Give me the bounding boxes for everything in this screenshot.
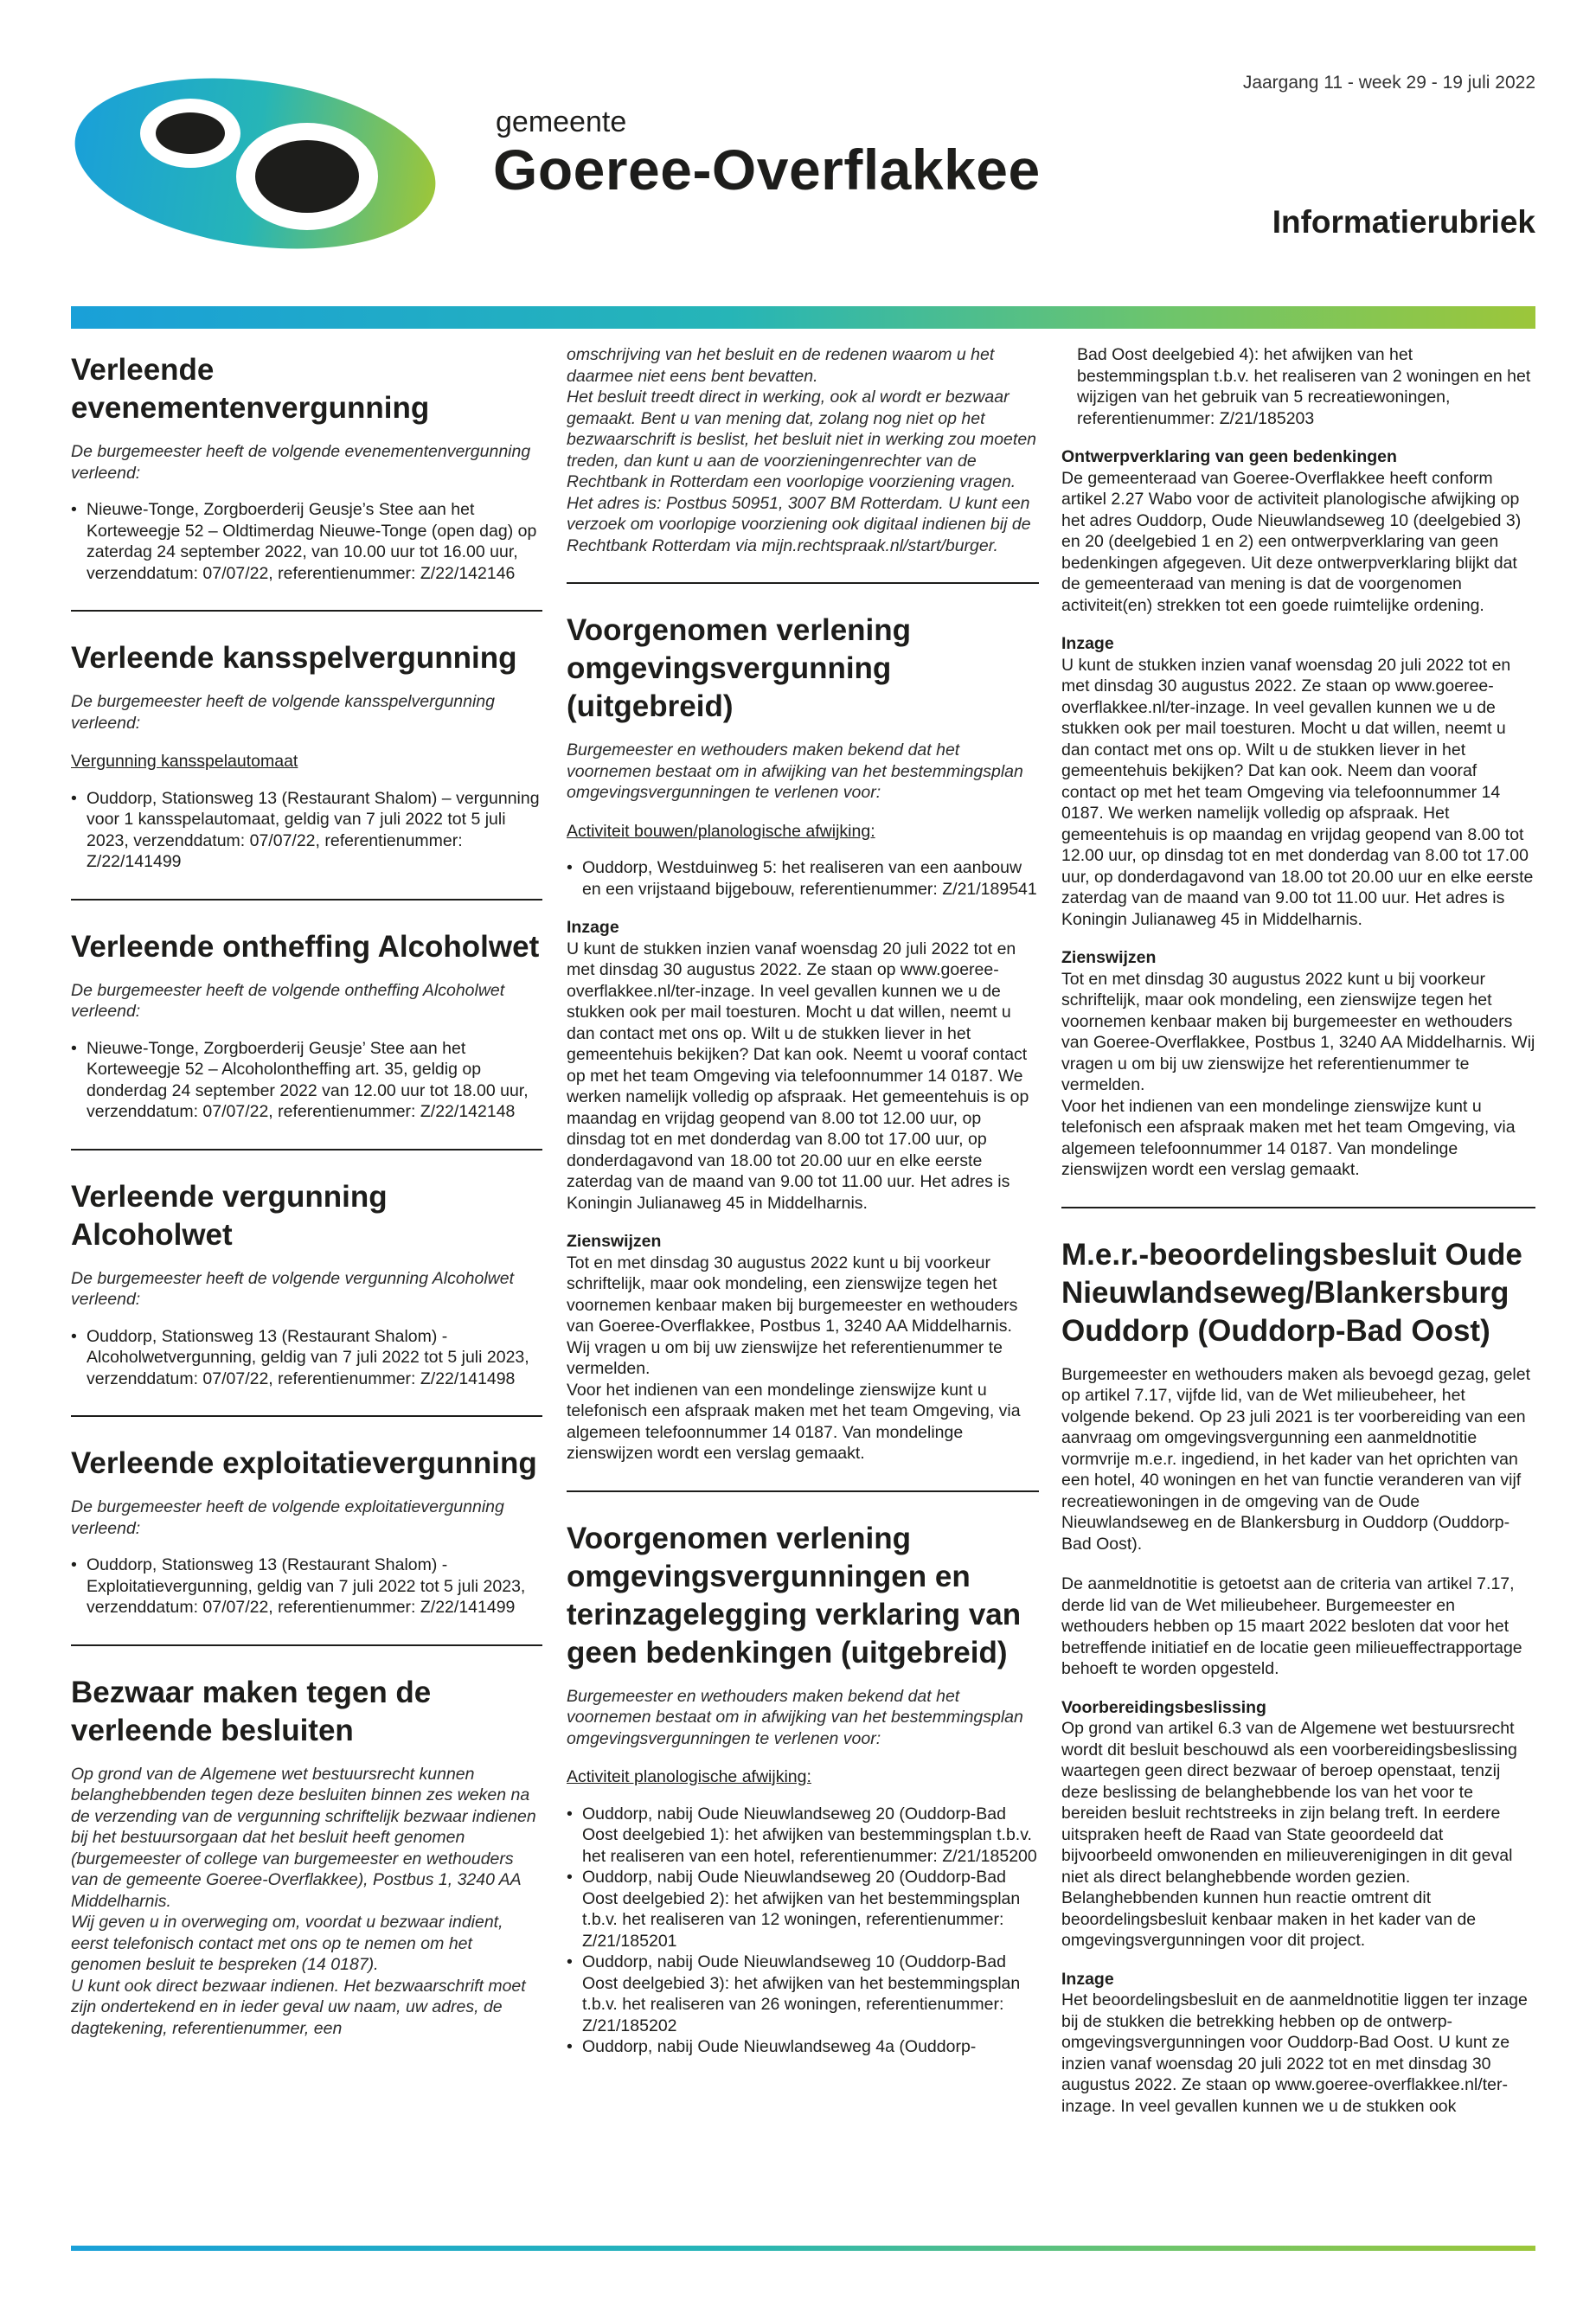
section-kansspelvergunning [71,639,542,901]
section-mer-beoordelingsbesluit [1061,1236,1535,2144]
section-evenementenvergunning [71,351,542,612]
list-item: • Ouddorp, nabij Oude Nieuwlandseweg 20 (Ouddorp-Bad Oost deelgebied 2): het afwijken van het bestemmingsplan t.b.v. het realiseren van 12 woningen, referentienummer: Z/21/185201 [567,1867,1039,1952]
list-item: • Ouddorp, Stationsweg 13 (Restaurant Shalom) - Exploitatievergunning, geldig van 7 juli 2022 tot 5 juli 2023, verzenddatum: 07/07/22, referentienummer: Z/22/141499 [71,1554,542,1618]
footer-line [71,2246,1535,2251]
section-exploitatievergunning [71,1445,542,1646]
permit-list [567,1804,1039,2058]
list-item: • Ouddorp, Stationsweg 13 (Restaurant Shalom) - Alcoholwetvergunning, geldig van 7 juli 2022 tot 5 juli 2023, verzenddatum: 07/07/22, referentienummer: Z/22/141498 [71,1326,542,1390]
column-3 [1061,344,1535,2249]
subheading-inzage: Inzage [567,918,619,937]
section-bezwaar-continued [567,344,1039,584]
permit-list [71,499,542,584]
paragraph: De gemeenteraad van Goeree-Overflakkee heeft conform artikel 2.27 Wabo voor de activiteit planologische afwijking op het adres Ouddorp, Oude Nieuwlandseweg 10 (deelgebied 3) en 20 (deelgebied 1 en 2) een ontwerpverklaring van geen bedenkingen afgegeven. Uit deze ontwerpverklaring blijkt dat de gemeenteraad van mening is dat de voorgenomen activiteit(en) strekken tot een goede ruimtelijke ordening. [1061,468,1522,615]
section-vvgb-continued [1061,344,1535,1208]
paragraph: omschrijving van het besluit en de redenen waarom u het daarmee niet eens bent bevatten. [567,345,995,386]
subheading-inzage: Inzage [1061,1969,1114,1989]
list-item: • Nieuwe-Tonge, Zorgboerderij Geusje’s Stee aan het Korteweegje 52 – Oldtimerdag Nieuwe-Tonge (open dag) op zaterdag 24 september 2022, van 10.00 uur tot 16.00 uur, verzenddatum: 07/07/22, referentienummer: Z/22/142146 [71,499,542,584]
list-item-continued: Bad Oost deelgebied 4): het afwijken van het bestemmingsplan t.b.v. het realiseren van 2 woningen en het wijzigen van het gebruik van 5 recreatiewoningen, referentienummer: Z/21/185203 [1077,345,1531,428]
paragraph: U kunt de stukken inzien vanaf woensdag 20 juli 2022 tot en met dinsdag 30 augustus 2022. Ze staan op www.goeree-overflakkee.nl/ter-inzage. In veel gevallen kunnen we u de stukken ook per mail toesturen. Mocht u dat willen, neemt u dan contact met ons op. Wilt u de stukken liever in het gemeentehuis bekijken? Dat kan ook. Neem dan vooraf contact op met het team Omgeving via telefoonnummer 14 0187. We werken namelijk volledig op afspraak. Het gemeentehuis is op maandag en vrijdag geopend van 8.00 tot 12.00 uur, op dinsdag tot en met donderdag van 8.00 tot 17.00 uur, op donderdagavond van 18.00 tot 20.00 uur en elke eerste zaterdag van de maand van 9.00 tot 11.00 uur. Het adres is Koningin Julianaweg 45 in Middelharnis. [1061,655,1534,929]
list-item: • Nieuwe-Tonge, Zorgboerderij Geusje’ Stee aan het Korteweegje 52 – Alcoholontheffing art. 35, geldig op donderdag 24 september 2022 van 12.00 uur tot 18.00 uur, verzenddatum: 07/07/22, referentienummer: Z/22/142148 [71,1038,542,1123]
section-title: Verleende ontheffing Alcoholwet [71,929,540,964]
section-title: Verleende kansspelvergunning [71,641,517,675]
paragraph: Voor het indienen van een mondelinge zienswijze kunt u telefonisch een afspraak maken met het team Omgeving, via algemeen telefoonnummer 14 0187. Van mondelinge zienswijzen wordt een verslag gemaakt. [1061,1096,1516,1179]
subheading-ontwerpverklaring: Ontwerpverklaring van geen bedenkingen [1061,447,1397,466]
section-title: Bezwaar maken tegen de verleende besluiten [71,1675,432,1747]
section-intro: De burgemeester heeft de volgende evenementenvergunning verleend: [71,442,531,483]
rubric-title: Informatierubriek [1272,204,1535,240]
column-1 [71,344,542,2249]
list-item: • Ouddorp, nabij Oude Nieuwlandseweg 4a (Ouddorp- [567,2036,1039,2058]
subheading-inzage: Inzage [1061,634,1114,653]
paragraph: Voor het indienen van een mondelinge zienswijze kunt u telefonisch een afspraak maken met het team Omgeving, via algemeen telefoonnummer 14 0187. Van mondelinge zienswijzen wordt een verslag gemaakt. [567,1380,1021,1463]
column-2 [567,344,1039,2249]
paragraph: De aanmeldnotitie is getoetst aan de criteria van artikel 7.17, derde lid van de Wet milieubeheer. Burgemeester en wethouders hebben op 15 maart 2022 besloten dat voor het betreffende initiatief en de locatie geen milieueffectrapportage behoeft te worden opgesteld. [1061,1574,1522,1678]
section-intro: De burgemeester heeft de volgende exploitatievergunning verleend: [71,1497,504,1538]
paragraph: Het beoordelingsbesluit en de aanmeldnotitie liggen ter inzage bij de stukken die betrekking hebben op de ontwerp-omgevingsvergunningen voor Ouddorp-Bad Oost. U kunt ze inzien vanaf woensdag 20 juli 2022 tot en met dinsdag 30 augustus 2022. Ze staan op www.goeree-overflakkee.nl/ter-inzage. In veel gevallen kunnen we u de stukken ook [1061,1990,1528,2116]
section-intro: De burgemeester heeft de volgende ontheffing Alcoholwet verleend: [71,980,505,1021]
paragraph: Tot en met dinsdag 30 augustus 2022 kunt u bij voorkeur schriftelijk, maar ook mondeling, een zienswijze tegen het voornemen kenbaar maken bij burgemeester en wethouders van Goeree-Overflakkee, Postbus 1, 3240 AA Middelharnis. Wij vragen u om bij uw zienswijze het referentienummer te vermelden. [567,1253,1018,1378]
section-title: Voorgenomen verlening omgevingsvergunning (uitgebreid) [567,613,912,723]
section-intro: Burgemeester en wethouders maken bekend dat het voornemen bestaat om in afwijking van het bestemmingsplan omgevingsvergunningen te verlenen voor: [567,1686,1023,1748]
section-title: Verleende exploitatievergunning [71,1446,537,1480]
permit-list [567,857,1039,900]
paragraph: Op grond van de Algemene wet bestuursrecht kunnen belanghebbenden tegen deze besluiten binnen zes weken na de verzending van de vergunning schriftelijk bezwaar indienen bij het bestuursorgaan dat het besluit heeft genomen (burgemeester of college van burgemeester en wethouders van de gemeente Goeree-Overflakkee), Postbus 1, 3240 AA Middelharnis. [71,1764,536,1911]
paragraph: Het besluit treedt direct in werking, ook al wordt er bezwaar gemaakt. Bent u van mening dat, zolang nog niet op het bezwaarschrift is beslist, het besluit niet in werking zou moeten treden, dan kunt u aan de voorzieningenrechter van de Rechtbank in Rotterdam een voorlopige voorziening vragen. Het adres is: Postbus 50951, 3007 BM Rotterdam. U kunt een verzoek om voorlopige voorziening ook digitaal indienen bij de Rechtbank Rotterdam via mijn.rechtspraak.nl/start/burger. [567,388,1037,555]
list-item: • Ouddorp, nabij Oude Nieuwlandseweg 10 (Ouddorp-Bad Oost deelgebied 3): het afwijken van het bestemmingsplan t.b.v. het realiseren van 26 woningen, referentienummer: Z/21/185202 [567,1952,1039,2036]
permit-list [71,1554,542,1618]
paragraph: U kunt de stukken inzien vanaf woensdag 20 juli 2022 tot en met dinsdag 30 augustus 2022. Ze staan op www.goeree-overflakkee.nl/ter-inzage. In veel gevallen kunnen we u de stukken ook per mail toesturen. Mocht u dat willen, neemt u dan contact met ons op. Wilt u de stukken liever in het gemeentehuis bekijken? Dat kan ook. Neemt u vooraf contact op met het team Omgeving via telefoonnummer 14 0187. We werken namelijk volledig op afspraak. Het gemeentehuis is op maandag en vrijdag geopend van 8.00 tot 12.00 uur, op dinsdag tot en met donderdag van 8.00 tot 17.00 uur, op donderdagavond van 18.00 tot 20.00 uur en elke eerste zaterdag van de maand van 9.00 tot 11.00 uur. Het adres is Koningin Julianaweg 45 in Middelharnis. [567,939,1029,1213]
section-intro: Burgemeester en wethouders maken bekend dat het voornemen bestaat om in afwijking van het bestemmingsplan omgevingsvergunningen te verlenen voor: [567,740,1023,802]
section-title: Voorgenomen verlening omgevingsvergunningen en terinzagelegging verklaring van geen bedenkingen (uitgebreid) [567,1521,1022,1670]
section-omgevingsvergunningen-vvgb [567,1520,1039,2084]
subheading-voorbereidingsbeslissing: Voorbereidingsbeslissing [1061,1697,1266,1717]
permit-list [71,1326,542,1390]
section-omgevingsvergunning [567,612,1039,1492]
municipality-logo [69,73,450,254]
section-intro: De burgemeester heeft de volgende kansspelvergunning verleend: [71,692,495,733]
paragraph: Op grond van artikel 6.3 van de Algemene wet bestuursrecht wordt dit besluit beschouwd als een voorbereidingsbeslissing waartegen geen direct bezwaar of beroep openstaat, tenzij deze beslissing de belanghebbende los van het voor te bereiden besluit rechtstreeks in zijn belang treft. In eerdere uitspraken heeft de Raad van State geoordeeld dat bijvoorbeeld omwonenden en milieuverenigingen in dit geval niet als direct belanghebbende worden gezien. Belanghebbenden kunnen hun reactie omtrent dit beoordelingsbesluit kenbaar maken in het kader van de omgevingsvergunningen voor dit project. [1061,1719,1517,1950]
paragraph: Burgemeester en wethouders maken als bevoegd gezag, gelet op artikel 7.17, vijfde lid, van de Wet milieubeheer, het volgende bekend. Op 23 juli 2021 is ter voorbereiding van een aanvraag om omgevingsvergunning een aanmeldnotitie vormvrije m.e.r. ingediend, in het kader van het oprichten van een hotel, 40 woningen en het van functie veranderen van vijf recreatiewoningen in de omgeving van de Oude Nieuwlandseweg en de Blankersburg in Ouddorp (Ouddorp-Bad Oost). [1061,1364,1531,1554]
section-bezwaar [71,1674,542,2066]
section-subtitle: Vergunning kansspelautomaat [71,752,298,771]
section-subtitle: Activiteit bouwen/planologische afwijking: [567,821,875,841]
list-item: • Ouddorp, nabij Oude Nieuwlandseweg 20 (Ouddorp-Bad Oost deelgebied 1): het afwijken van bestemmingsplan t.b.v. het realiseren van een hotel, referentienummer: Z/21/185200 [567,1804,1039,1868]
paragraph: U kunt ook direct bezwaar indienen. Het bezwaarschrift moet zijn ondertekend en in ieder geval uw naam, uw adres, de dagtekening, referentienummer, een [71,1976,526,2038]
section-title: Verleende evenementenvergunning [71,353,430,425]
section-ontheffing-alcoholwet [71,928,542,1150]
municipality-name: Goeree-Overflakkee [493,138,1041,202]
section-title: M.e.r.-beoordelingsbesluit Oude Nieuwlandseweg/Blankersburg Ouddorp (Ouddorp-Bad Oost) [1061,1237,1522,1348]
edition-info: Jaargang 11 - week 29 - 19 juli 2022 [1242,73,1535,93]
paragraph: Wij geven u in overweging om, voordat u bezwaar indient, eerst telefonisch contact met ons op te nemen om het genomen besluit te bespreken (14 0187). [71,1913,503,1974]
section-intro: De burgemeester heeft de volgende vergunning Alcoholwet verleend: [71,1268,515,1309]
municipality-prefix: gemeente [496,106,627,138]
section-subtitle: Activiteit planologische afwijking: [567,1767,811,1786]
paragraph: Tot en met dinsdag 30 augustus 2022 kunt u bij voorkeur schriftelijk, maar ook mondeling, een zienswijze tegen het voornemen kenbaar maken bij burgemeester en wethouders van Goeree-Overflakkee, Postbus 1, 3240 AA Middelharnis. Wij vragen u om bij uw zienswijze het referentienummer te vermelden. [1061,969,1535,1094]
subheading-zienswijzen: Zienswijzen [567,1232,662,1251]
header-band [71,306,1535,329]
permit-list [71,788,542,873]
page-header [0,0,1596,311]
permit-list [71,1038,542,1123]
list-item: • Ouddorp, Stationsweg 13 (Restaurant Shalom) – vergunning voor 1 kansspelautomaat, geldig van 7 juli 2022 tot 5 juli 2023, verzenddatum: 07/07/22, referentienummer: Z/22/141499 [71,788,542,873]
subheading-zienswijzen: Zienswijzen [1061,948,1157,967]
section-title: Verleende vergunning Alcoholwet [71,1179,388,1252]
list-item: • Ouddorp, Westduinweg 5: het realiseren van een aanbouw en een vrijstaand bijgebouw, referentienummer: Z/21/189541 [567,857,1039,900]
section-vergunning-alcoholwet [71,1178,542,1418]
